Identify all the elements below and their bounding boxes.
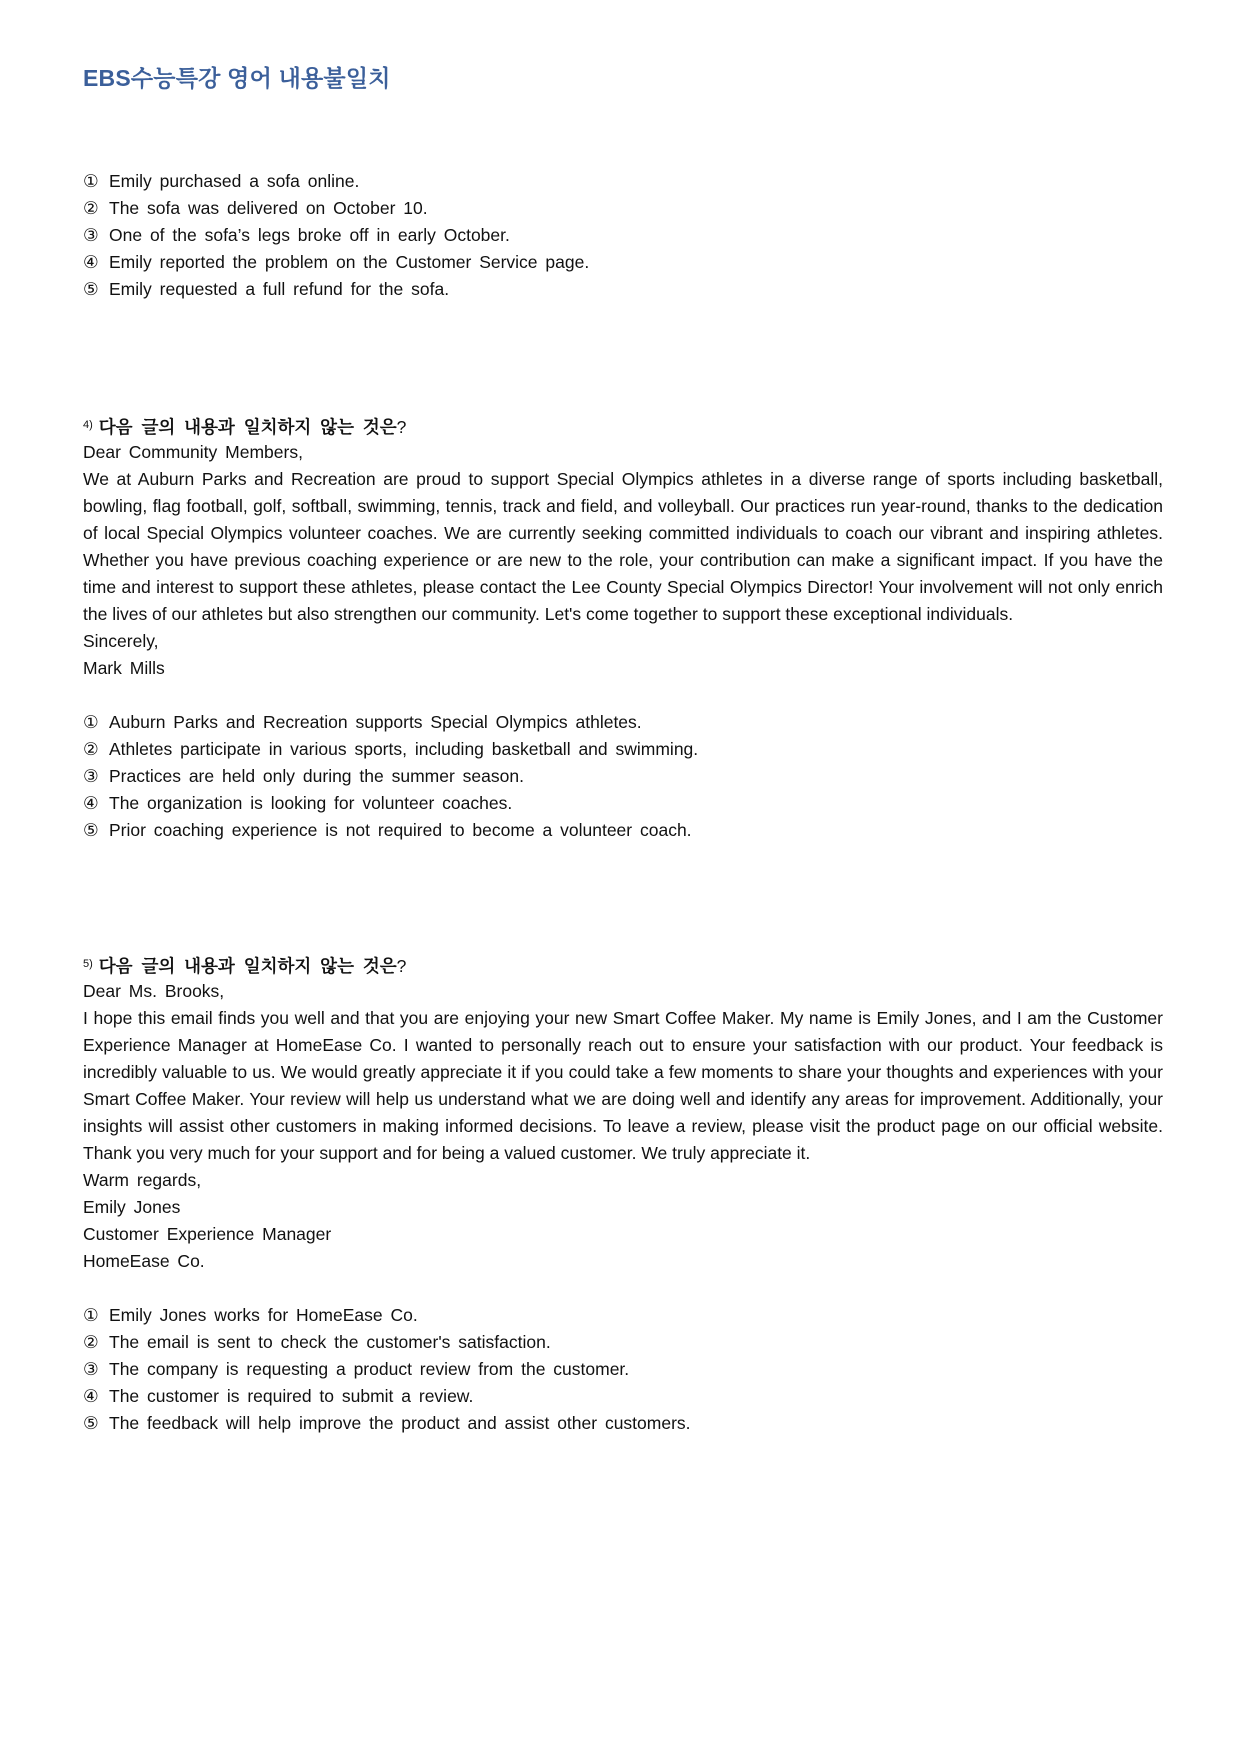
choice-2: ② The email is sent to check the customer's satisfaction.: [83, 1332, 551, 1352]
choice-1: ① Auburn Parks and Recreation supports Special Olympics athletes.: [83, 712, 642, 732]
question-5: [83, 951, 1163, 1437]
choice-2: ② Athletes participate in various sports, including basketball and swimming.: [83, 739, 699, 759]
email-signature-title: Customer Experience Manager: [83, 1224, 332, 1244]
question-5-prompt: $^{5)}$ 다음 글의 내용과 일치하지 않는 것은?: [83, 956, 407, 976]
email-greeting: Dear Ms. Brooks,: [83, 981, 225, 1001]
email-closing: Warm regards,: [83, 1170, 202, 1190]
choice-5: ⑤ The feedback will help improve the product and assist other customers.: [83, 1413, 691, 1433]
spacer: [83, 1275, 1163, 1302]
question-number: 4): [83, 419, 93, 431]
choice-1: ① Emily Jones works for HomeEase Co.: [83, 1305, 418, 1325]
letter-body: We at Auburn Parks and Recreation are proud to support Special Olympics athletes in a diverse range of sports including basketball, bowling, flag football, golf, softball, swimming, tennis, track and field, and volleyball. Our practices run year-round, thanks to the dedication of local Special Olympics volunteer coaches. We are currently seeking committed individuals to coach our vibrant and inspiring athletes. Whether you have previous coaching experience or are new to the role, your contribution can make a significant impact. If you have the time and interest to support these athletes, please contact the Lee County Special Olympics Director! Your involvement will not only enrich the lives of our athletes but also strengthen our community. Let's come together to support these exceptional individuals.: [83, 469, 1163, 624]
email-signature-name: Emily Jones: [83, 1197, 181, 1217]
choice-5: ⑤ Prior coaching experience is not required to become a volunteer coach.: [83, 820, 692, 840]
choice-4: ④ The organization is looking for volunteer coaches.: [83, 793, 513, 813]
letter-closing: Sincerely,: [83, 631, 159, 651]
choice-4: ④ Emily reported the problem on the Customer Service page.: [83, 252, 590, 272]
letter-greeting: Dear Community Members,: [83, 442, 303, 462]
choice-3: ③ The company is requesting a product review from the customer.: [83, 1359, 630, 1379]
choice-5: ⑤ Emily requested a full refund for the sofa.: [83, 279, 450, 299]
choice-2: ② The sofa was delivered on October 10.: [83, 198, 428, 218]
question-4: [83, 412, 1163, 844]
choice-1: ① Emily purchased a sofa online.: [83, 171, 360, 191]
page-title: EBS수능특강 영어 내용불일치: [83, 65, 391, 91]
choice-3: ③ One of the sofa’s legs broke off in early October.: [83, 225, 510, 245]
spacer: [83, 682, 1163, 709]
question-number: 5): [83, 958, 93, 970]
choice-3: ③ Practices are held only during the summer season.: [83, 766, 524, 786]
letter-signature: Mark Mills: [83, 658, 165, 678]
email-body: I hope this email finds you well and that you are enjoying your new Smart Coffee Maker. My name is Emily Jones, and I am the Customer Experience Manager at HomeEase Co. I wanted to personally reach out to ensure your satisfaction with our product. Your feedback is incredibly valuable to us. We would greatly appreciate it if you could take a few moments to share your thoughts and experiences with your Smart Coffee Maker. Your review will help us understand what we are doing well and identify any areas for improvement. Additionally, your insights will assist other customers in making informed decisions. To leave a review, please visit the product page on our official website. Thank you very much for your support and for being a valued customer. We truly appreciate it.: [83, 1008, 1163, 1163]
email-signature-company: HomeEase Co.: [83, 1251, 205, 1271]
question-3-choices: [83, 168, 1163, 303]
question-4-prompt: $^{4)}$ 다음 글의 내용과 일치하지 않는 것은?: [83, 417, 407, 437]
choice-4: ④ The customer is required to submit a review.: [83, 1386, 474, 1406]
